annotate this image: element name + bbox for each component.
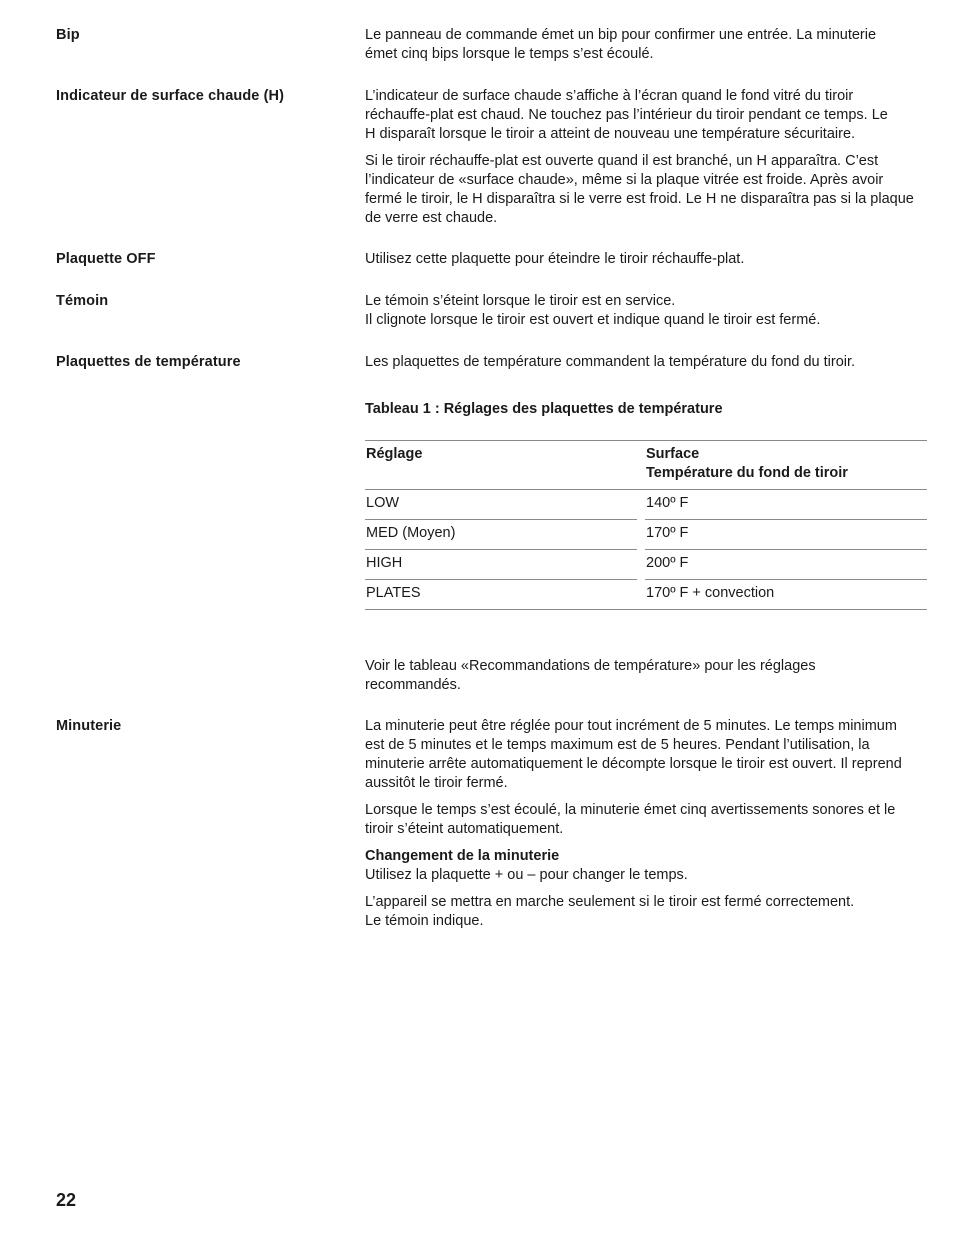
- paragraph: [365, 292, 930, 330]
- term-indicator: Témoin: [56, 293, 109, 309]
- paragraph: [365, 847, 930, 885]
- text-line: Utilisez la plaquette + ou – pour changer le temps.: [365, 867, 688, 883]
- table-row: [365, 520, 927, 550]
- row-divider: [365, 609, 645, 610]
- desc-indicator: [365, 292, 930, 330]
- text-line: fermé le tiroir, le H disparaîtra si le verre est froid. Le H ne disparaîtra pas si la plaque: [365, 191, 914, 207]
- text-line: Utilisez cette plaquette pour éteindre le tiroir réchauffe-plat.: [365, 251, 745, 267]
- text-line: Lorsque le temps s’est écoulé, la minuterie émet cinq avertissements sonores et le: [365, 802, 896, 818]
- paragraph: [365, 26, 930, 64]
- cell-temperature: 140º F: [646, 495, 689, 511]
- text-line: recommandés.: [365, 677, 461, 693]
- text-line: émet cinq bips lorsque le temps s’est écoulé.: [365, 46, 654, 62]
- text-line: réchauffe-plat est chaud. Ne touchez pas l’intérieur du tiroir pendant ce temps. Le: [365, 107, 888, 123]
- column-header-line: Surface: [646, 446, 700, 462]
- desc-temp-recommendations: [365, 657, 930, 695]
- text-line: aussitôt le tiroir fermé.: [365, 775, 508, 791]
- page-number: 22: [56, 1190, 77, 1210]
- cell-setting: MED (Moyen): [366, 525, 456, 541]
- table-header-row: [365, 440, 927, 490]
- text-line: Les plaquettes de température commandent la température du fond du tiroir.: [365, 354, 856, 370]
- cell-temperature: 170º F: [646, 525, 689, 541]
- desc-off-pad: [365, 250, 930, 269]
- temperature-settings-table: [365, 440, 927, 610]
- text-line: Le panneau de commande émet un bip pour confirmer une entrée. La minuterie: [365, 27, 877, 43]
- text-line: est de 5 minutes et le temps maximum est de 5 heures. Pendant l’utilisation, la: [365, 737, 870, 753]
- text-line: minuterie arrête automatiquement le décompte lorsque le tiroir est ouvert. Il reprend: [365, 756, 902, 772]
- row-divider: [645, 609, 927, 610]
- text-line: Si le tiroir réchauffe-plat est ouverte quand il est branché, un H apparaîtra. C’est: [365, 153, 879, 169]
- text-line: l’indicateur de «surface chaude», même si la plaque vitrée est froide. Après avoir: [365, 172, 884, 188]
- paragraph: [365, 87, 930, 144]
- text-line: L’indicateur de surface chaude s’affiche à l’écran quand le fond vitré du tiroir: [365, 88, 854, 104]
- text-line: tiroir s’éteint automatiquement.: [365, 821, 564, 837]
- subheading-timer-change: Changement de la minuterie: [365, 848, 560, 864]
- text-line: Il clignote lorsque le tiroir est ouvert et indique quand le tiroir est fermé.: [365, 312, 821, 328]
- text-line: La minuterie peut être réglée pour tout incrément de 5 minutes. Le temps minimum: [365, 718, 897, 734]
- table-row: [365, 550, 927, 580]
- cell-temperature: 170º F + convection: [646, 585, 775, 601]
- text-line: Le témoin indique.: [365, 913, 484, 929]
- text-line: L’appareil se mettra en marche seulement si le tiroir est fermé correctement.: [365, 894, 855, 910]
- paragraph: [365, 152, 930, 228]
- term-bip: Bip: [56, 27, 80, 43]
- table-row: [365, 580, 927, 610]
- text-line: de verre est chaude.: [365, 210, 498, 226]
- desc-timer: [365, 717, 930, 931]
- desc-bip: [365, 26, 930, 64]
- term-off-pad: Plaquette OFF: [56, 251, 156, 267]
- text-line: Le témoin s’éteint lorsque le tiroir est en service.: [365, 293, 676, 309]
- paragraph: [365, 893, 930, 931]
- paragraph: [365, 717, 930, 793]
- paragraph: [365, 801, 930, 839]
- cell-setting: LOW: [366, 495, 400, 511]
- column-header-line: Température du fond de tiroir: [646, 465, 848, 481]
- cell-temperature: 200º F: [646, 555, 689, 571]
- table-row: [365, 490, 927, 520]
- cell-setting: HIGH: [366, 555, 403, 571]
- desc-temp-pads: [365, 353, 930, 372]
- desc-hot-surface: [365, 87, 930, 228]
- paragraph: [365, 657, 930, 695]
- paragraph: [365, 353, 930, 372]
- column-header-surface: [646, 445, 848, 483]
- text-line: Voir le tableau «Recommandations de température» pour les réglages: [365, 658, 816, 674]
- term-temp-pads: Plaquettes de température: [56, 354, 241, 370]
- cell-setting: PLATES: [366, 585, 421, 601]
- text-line: H disparaît lorsque le tiroir a atteint de nouveau une température sécuritaire.: [365, 126, 856, 142]
- term-timer: Minuterie: [56, 718, 122, 734]
- paragraph: [365, 250, 930, 269]
- term-hot-surface: Indicateur de surface chaude (H): [56, 88, 285, 104]
- column-header-setting: Réglage: [366, 446, 423, 462]
- table-caption: Tableau 1 : Réglages des plaquettes de température: [365, 401, 723, 417]
